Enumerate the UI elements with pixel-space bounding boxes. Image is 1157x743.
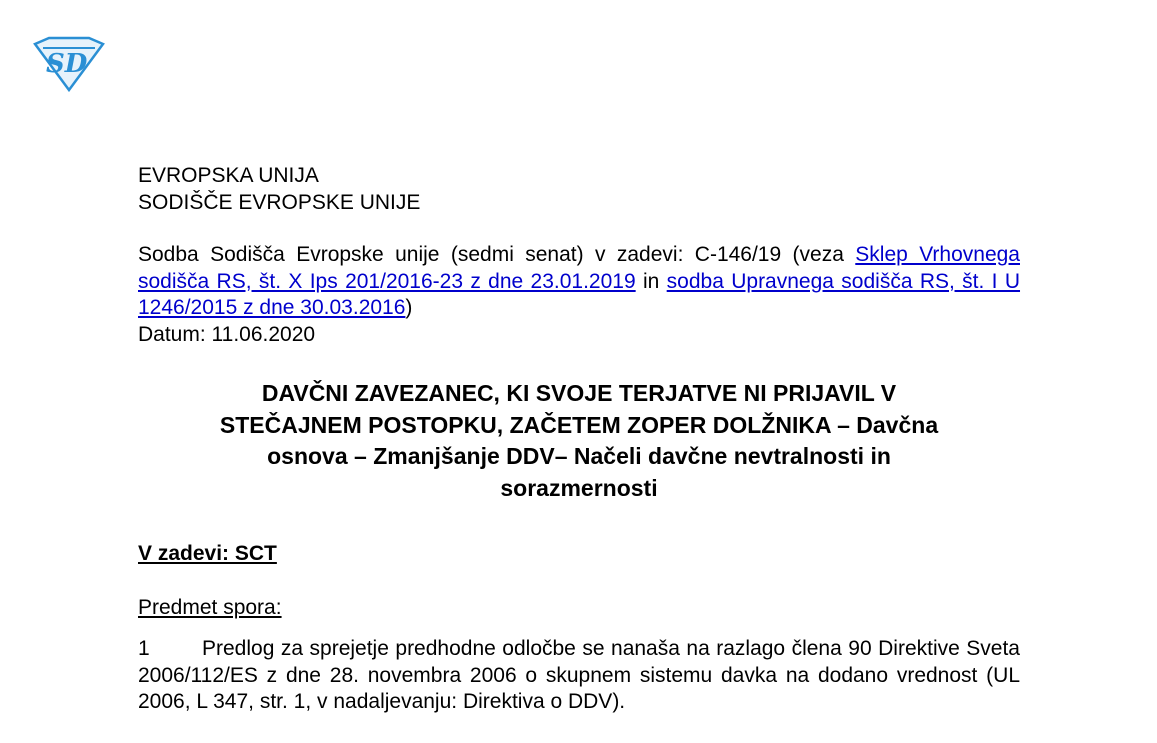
- page-title: [138, 378, 1020, 504]
- paragraph-1: [138, 636, 1020, 716]
- paragraph-number: 1: [138, 637, 150, 660]
- court-logo-icon: [33, 36, 105, 92]
- subject-heading: V zadevi: SCT: [138, 542, 277, 565]
- title-main: DAVČNI ZAVEZANEC, KI SVOJE TERJATVE NI PRIJAVIL V STEČAJNEM POSTOPKU, ZAČETEM ZOPER DOLŽNIKA –: [219, 380, 897, 438]
- case-reference: [138, 242, 1020, 322]
- case-mid: in: [635, 269, 667, 293]
- svg-text:SD: SD: [46, 49, 88, 79]
- header-line-court: SODIŠČE EVROPSKE UNIJE: [138, 190, 421, 214]
- header-line-eu: EVROPSKA UNIJA: [138, 164, 319, 187]
- case-close: ): [405, 296, 413, 319]
- link-administrative-court-judgment[interactable]: sodba Upravnega sodišča RS, št. I U 1246/2015 z dne 30.03.2016: [138, 269, 1021, 319]
- case-intro: Sodba Sodišča Evropske unije (sedmi senat) v zadevi: C-146/19 (veza: [138, 243, 856, 266]
- case-date: Datum: 11.06.2020: [138, 322, 316, 346]
- title-keywords: Davčna osnova – Zmanjšanje DDV– Načeli davčne nevtralnosti in sorazmernosti: [267, 411, 939, 501]
- link-supreme-court-order[interactable]: Sklep Vrhovnega sodišča RS, št. X Ips 201/2016-23 z dne 23.01.2019: [138, 243, 1020, 293]
- dispute-label: Predmet spora:: [138, 595, 282, 619]
- paragraph-text: Predlog za sprejetje predhodne odločbe se nanaša na razlago člena 90 Direktive Sveta 2006/112/ES z dne 28. novembra 2006 o skupnem sistemu davka na dodano vrednost (UL 2006, L 347, str. 1, v nadaljevanju: Direktiva o DDV).: [138, 637, 1020, 713]
- document-body: [138, 163, 1020, 716]
